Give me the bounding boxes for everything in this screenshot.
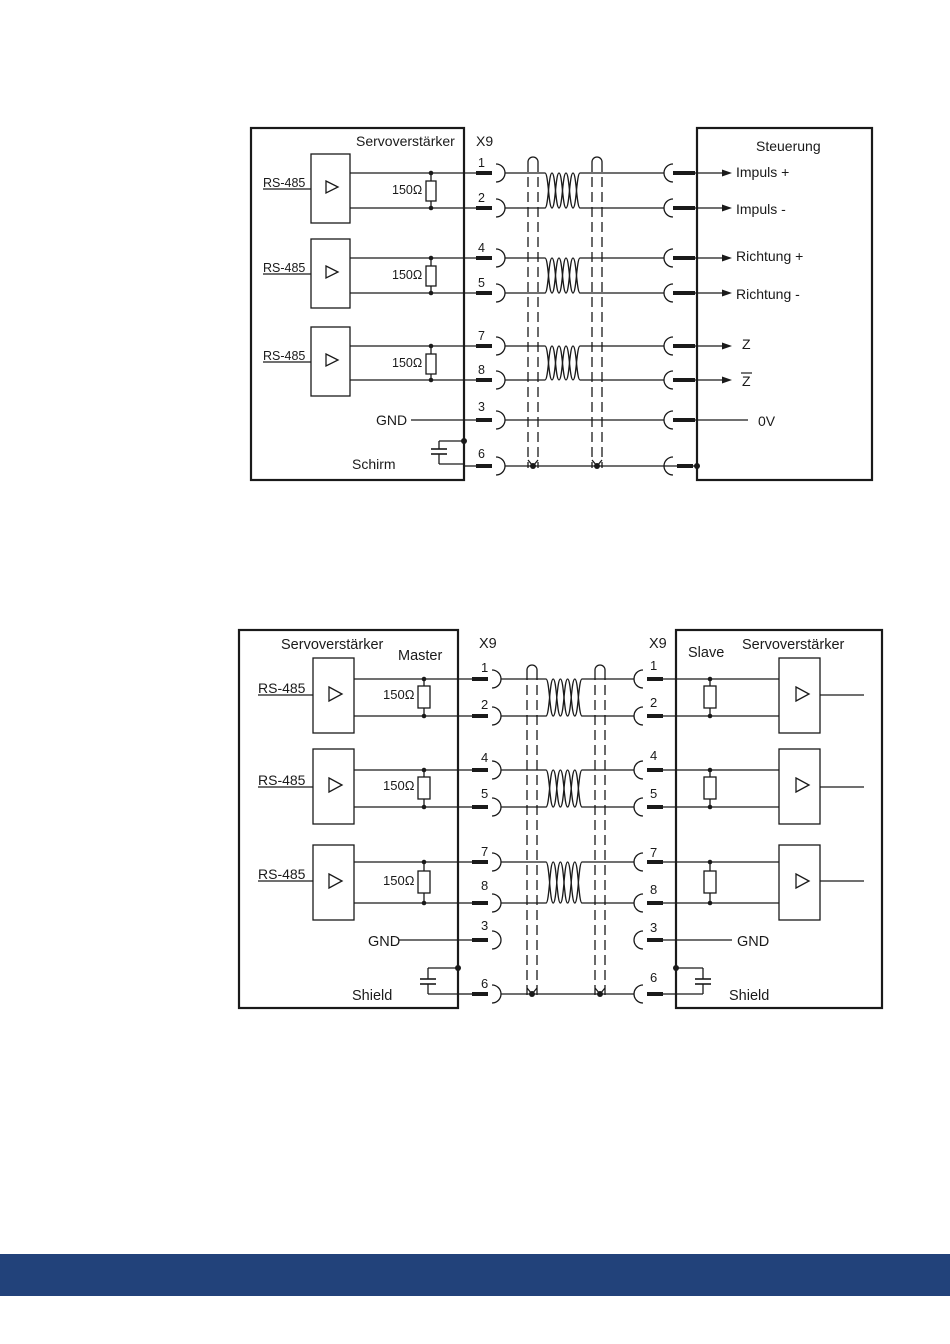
slave-connector-label: X9	[649, 636, 667, 652]
slave-pin-2: 2	[650, 695, 658, 710]
connector-pin	[634, 707, 663, 725]
slave-role-label: Slave	[688, 645, 725, 661]
signal-impuls-minus: Impuls -	[736, 201, 786, 217]
pin-8-label: 8	[478, 363, 485, 377]
slave-pin-7: 7	[650, 845, 658, 860]
footer-bar	[0, 1254, 950, 1296]
right-box-title: Steuerung	[756, 138, 821, 154]
slave-box-title: Servoverstärker	[742, 637, 845, 653]
resistor-label-m3: 150Ω	[383, 873, 415, 888]
slave-receiver-3	[779, 845, 820, 920]
cable-shield	[527, 665, 537, 996]
slave-receiver-2	[779, 749, 820, 824]
resistor-label-3: 150Ω	[392, 356, 423, 370]
resistor-label-m1: 150Ω	[383, 687, 415, 702]
master-pin-7: 7	[481, 844, 489, 859]
resistor-label-1: 150Ω	[392, 183, 423, 197]
slave-pin-3: 3	[650, 920, 658, 935]
cable-shield	[595, 665, 605, 996]
master-pin-8: 8	[481, 878, 489, 893]
signal-richtung-minus: Richtung -	[736, 286, 800, 302]
connector-pin	[634, 798, 663, 816]
slave-pin-8: 8	[650, 882, 658, 897]
master-driver-1	[313, 658, 354, 733]
master-box-title: Servoverstärker	[281, 637, 384, 653]
connector-pin	[472, 931, 501, 949]
pin-6-label: 6	[478, 447, 485, 461]
master-pin-3: 3	[481, 918, 489, 933]
rs485-label-3: RS-485	[263, 349, 306, 363]
signal-richtung-plus: Richtung +	[736, 248, 804, 264]
rs485-label-1: RS-485	[263, 176, 306, 190]
shield-label: Schirm	[352, 456, 396, 472]
pin-3-label: 3	[478, 400, 485, 414]
slave-pin-6: 6	[650, 970, 658, 985]
rs485-label-m1: RS-485	[258, 680, 306, 696]
connector-label: X9	[476, 133, 494, 149]
master-driver-2	[313, 749, 354, 824]
master-driver-3	[313, 845, 354, 920]
pin-5-label: 5	[478, 276, 485, 290]
connector-pin	[634, 894, 663, 912]
rs485-label-m3: RS-485	[258, 866, 306, 882]
resistor-label-m2: 150Ω	[383, 778, 415, 793]
left-box-title: Servoverstärker	[356, 133, 455, 149]
slave-receiver-1	[779, 658, 820, 733]
master-connector-label: X9	[479, 636, 497, 652]
master-role-label: Master	[398, 648, 443, 664]
master-pin-2: 2	[481, 697, 489, 712]
pin-4-label: 4	[478, 241, 485, 255]
pin-7-label: 7	[478, 329, 485, 343]
master-pin-5: 5	[481, 786, 489, 801]
gnd-label: GND	[376, 412, 408, 428]
slave-pin-5: 5	[650, 786, 658, 801]
connector-pin	[634, 761, 663, 779]
connector-pin	[634, 985, 663, 1003]
master-gnd-label: GND	[368, 934, 401, 950]
connector-pin	[472, 894, 501, 912]
signal-impuls-plus: Impuls +	[736, 164, 790, 180]
signal-z-inverted: Z	[742, 373, 751, 389]
signal-z: Z	[742, 336, 751, 352]
master-pin-1: 1	[481, 660, 489, 675]
pin-2-label: 2	[478, 191, 485, 205]
pin-1-label: 1	[478, 156, 485, 170]
zero-v-label: 0V	[758, 413, 776, 429]
rs485-label-m2: RS-485	[258, 772, 306, 788]
master-shield-label: Shield	[352, 988, 393, 1004]
slave-pin-1: 1	[650, 658, 658, 673]
connector-pin	[634, 670, 663, 688]
slave-pin-4: 4	[650, 748, 658, 763]
slave-gnd-label: GND	[737, 934, 770, 950]
master-pin-4: 4	[481, 750, 489, 765]
connector-pin	[634, 931, 663, 949]
rs485-label-2: RS-485	[263, 261, 306, 275]
connector-pin	[634, 853, 663, 871]
slave-shield-label: Shield	[729, 988, 770, 1004]
resistor-label-2: 150Ω	[392, 268, 423, 282]
master-pin-6: 6	[481, 976, 489, 991]
